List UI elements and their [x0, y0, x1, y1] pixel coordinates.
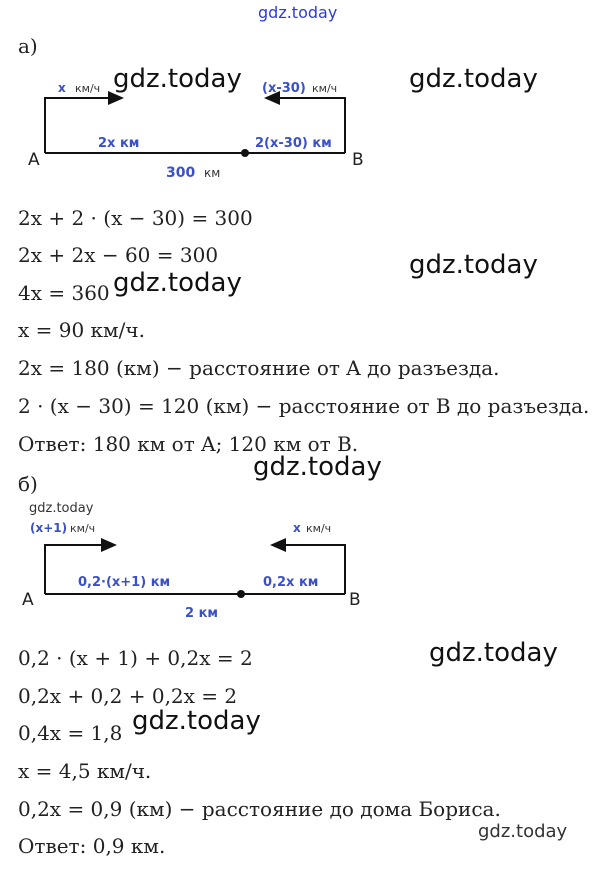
meeting-point-b	[237, 590, 245, 598]
total-distance-b: 2 км	[185, 606, 219, 621]
solution-line: 2x + 2x − 60 = 300	[18, 243, 219, 267]
solution-line: x = 4,5 км/ч.	[18, 759, 152, 783]
watermark: gdz.today	[113, 64, 242, 94]
total-distance-value-a: 300	[166, 165, 196, 181]
solution-line: 2x = 180 (км) − расстояние от A до разъезда.	[18, 356, 500, 380]
total-distance-unit-a: км	[204, 166, 221, 180]
left-arrow-head-b	[101, 538, 117, 552]
watermark: gdz.today	[253, 452, 382, 482]
watermark: gdz.today	[132, 706, 261, 736]
solution-line: 0,2x = 0,9 (км) − расстояние до дома Бориса.	[18, 797, 501, 821]
point-a-label: A	[22, 590, 34, 610]
left-speed-unit-b: км/ч	[70, 522, 96, 535]
solution-line: x = 90 км/ч.	[18, 318, 145, 342]
watermark: gdz.today	[409, 64, 538, 94]
watermark-small: gdz.today	[29, 501, 94, 516]
watermark: gdz.today	[409, 250, 538, 280]
part-a-label: а)	[18, 34, 38, 58]
answer-line: Ответ: 180 км от A; 120 км от B.	[18, 432, 359, 456]
point-b-label: B	[352, 150, 364, 170]
right-distance-b: 0,2x км	[263, 575, 319, 590]
watermark: gdz.today	[429, 638, 558, 668]
solution-line: 2x + 2 · (x − 30) = 300	[18, 206, 253, 230]
point-a-label: A	[28, 150, 40, 170]
right-arrow-head-b	[270, 538, 286, 552]
left-speed-var-a: x	[58, 81, 66, 95]
right-speed-unit-a: км/ч	[312, 82, 338, 95]
answer-line: Ответ: 0,9 км.	[18, 834, 166, 858]
watermark-small: gdz.today	[478, 821, 568, 842]
left-speed-var-b: (x+1)	[30, 521, 68, 535]
right-distance-a: 2(x-30) км	[255, 136, 332, 151]
left-speed-unit-a: км/ч	[75, 82, 101, 95]
watermark: gdz.today	[113, 268, 242, 298]
solution-line: 2 · (x − 30) = 120 (км) − расстояние от B до разъезда.	[18, 394, 590, 418]
right-speed-unit-b: км/ч	[306, 522, 332, 535]
solution-line: 0,4x = 1,8	[18, 721, 123, 745]
watermark-top: gdz.today	[258, 3, 338, 22]
part-b-label: б)	[18, 472, 38, 496]
solution-line: 4x = 360	[18, 281, 110, 305]
right-speed-var-b: x	[293, 521, 301, 535]
right-speed-var-a: (x-30)	[262, 81, 306, 96]
solution-line: 0,2x + 0,2 + 0,2x = 2	[18, 684, 238, 708]
left-distance-a: 2x км	[98, 136, 140, 151]
left-distance-b: 0,2·(x+1) км	[78, 575, 171, 590]
point-b-label: B	[349, 590, 361, 610]
solution-line: 0,2 · (x + 1) + 0,2x = 2	[18, 646, 253, 670]
